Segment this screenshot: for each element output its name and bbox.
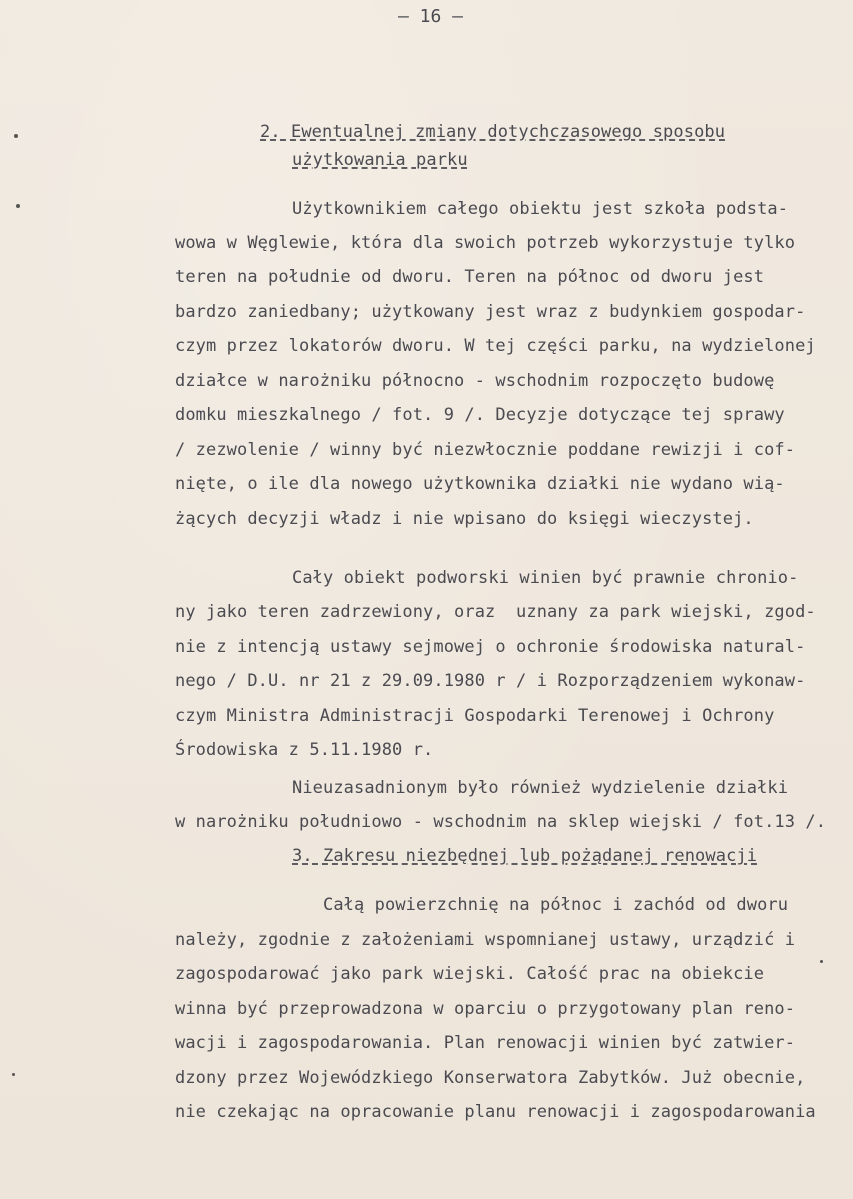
text-line: nie z intencją ustawy sejmowej o ochronie środowiska natural- (175, 637, 806, 657)
text-line: żących decyzji władz i nie wpisano do księgi wieczystej. (175, 509, 754, 529)
margin-mark (16, 204, 20, 208)
margin-mark (820, 960, 823, 963)
text-line: w narożniku południowo - wschodnim na sklep wiejski / fot.13 /. (175, 812, 827, 832)
text-line: działce w narożniku północno - wschodnim rozpoczęto budowę (175, 371, 775, 391)
text-line: dzony przez Wojewódzkiego Konserwatora Zabytków. Już obecnie, (175, 1068, 806, 1088)
text-line: wacji i zagospodarowania. Plan renowacji winien być zatwier- (175, 1033, 796, 1053)
margin-mark (14, 134, 18, 138)
text-line: winna być przeprowadzona w oparciu o przygotowany plan reno- (175, 999, 796, 1019)
page-number: – 16 – (398, 6, 464, 27)
text-line: / zezwolenie / winny być niezwłocznie poddane rewizji i cof- (175, 440, 796, 460)
text-line: wowa w Węglewie, która dla swoich potrzeb wykorzystuje tylko (175, 233, 796, 253)
text-line: Użytkownikiem całego obiektu jest szkoła podsta- (292, 199, 789, 219)
text-line: nego / D.U. nr 21 z 29.09.1980 r / i Rozporządzeniem wykonaw- (175, 671, 806, 691)
text-line: domku mieszkalnego / fot. 9 /. Decyzje dotyczące tej sprawy (175, 405, 785, 425)
text-line: Całą powierzchnię na północ i zachód od dworu (323, 895, 789, 915)
text-line: należy, zgodnie z założeniami wspomnianej ustawy, urządzić i (175, 930, 796, 950)
text-line: czym przez lokatorów dworu. W tej części parku, na wydzielonej (175, 336, 816, 356)
margin-mark (12, 1073, 15, 1076)
section-heading-line: użytkowania parku (292, 150, 468, 170)
text-line: nięte, o ile dla nowego użytkownika działki nie wydano wią- (175, 474, 785, 494)
text-line: ny jako teren zadrzewiony, oraz uznany za park wiejski, zgod- (175, 602, 816, 622)
text-line: czym Ministra Administracji Gospodarki Terenowej i Ochrony (175, 706, 775, 726)
text-line: bardzo zaniedbany; użytkowany jest wraz z budynkiem gospodar- (175, 302, 806, 322)
text-line: Środowiska z 5.11.1980 r. (175, 740, 434, 760)
text-line: nie czekając na opracowanie planu renowacji i zagospodarowania (175, 1102, 816, 1122)
section-heading-line: 2. Ewentualnej zmiany dotychczasowego sposobu (260, 122, 726, 142)
text-line: Cały obiekt podworski winien być prawnie chronio- (292, 568, 799, 588)
text-line: teren na południe od dworu. Teren na północ od dworu jest (175, 267, 765, 287)
text-line: Nieuzasadnionym było również wydzielenie działki (292, 778, 789, 798)
text-line: zagospodarować jako park wiejski. Całość prac na obiekcie (175, 964, 765, 984)
section-heading-line: 3. Zakresu niezbędnej lub pożądanej renowacji (292, 846, 758, 866)
